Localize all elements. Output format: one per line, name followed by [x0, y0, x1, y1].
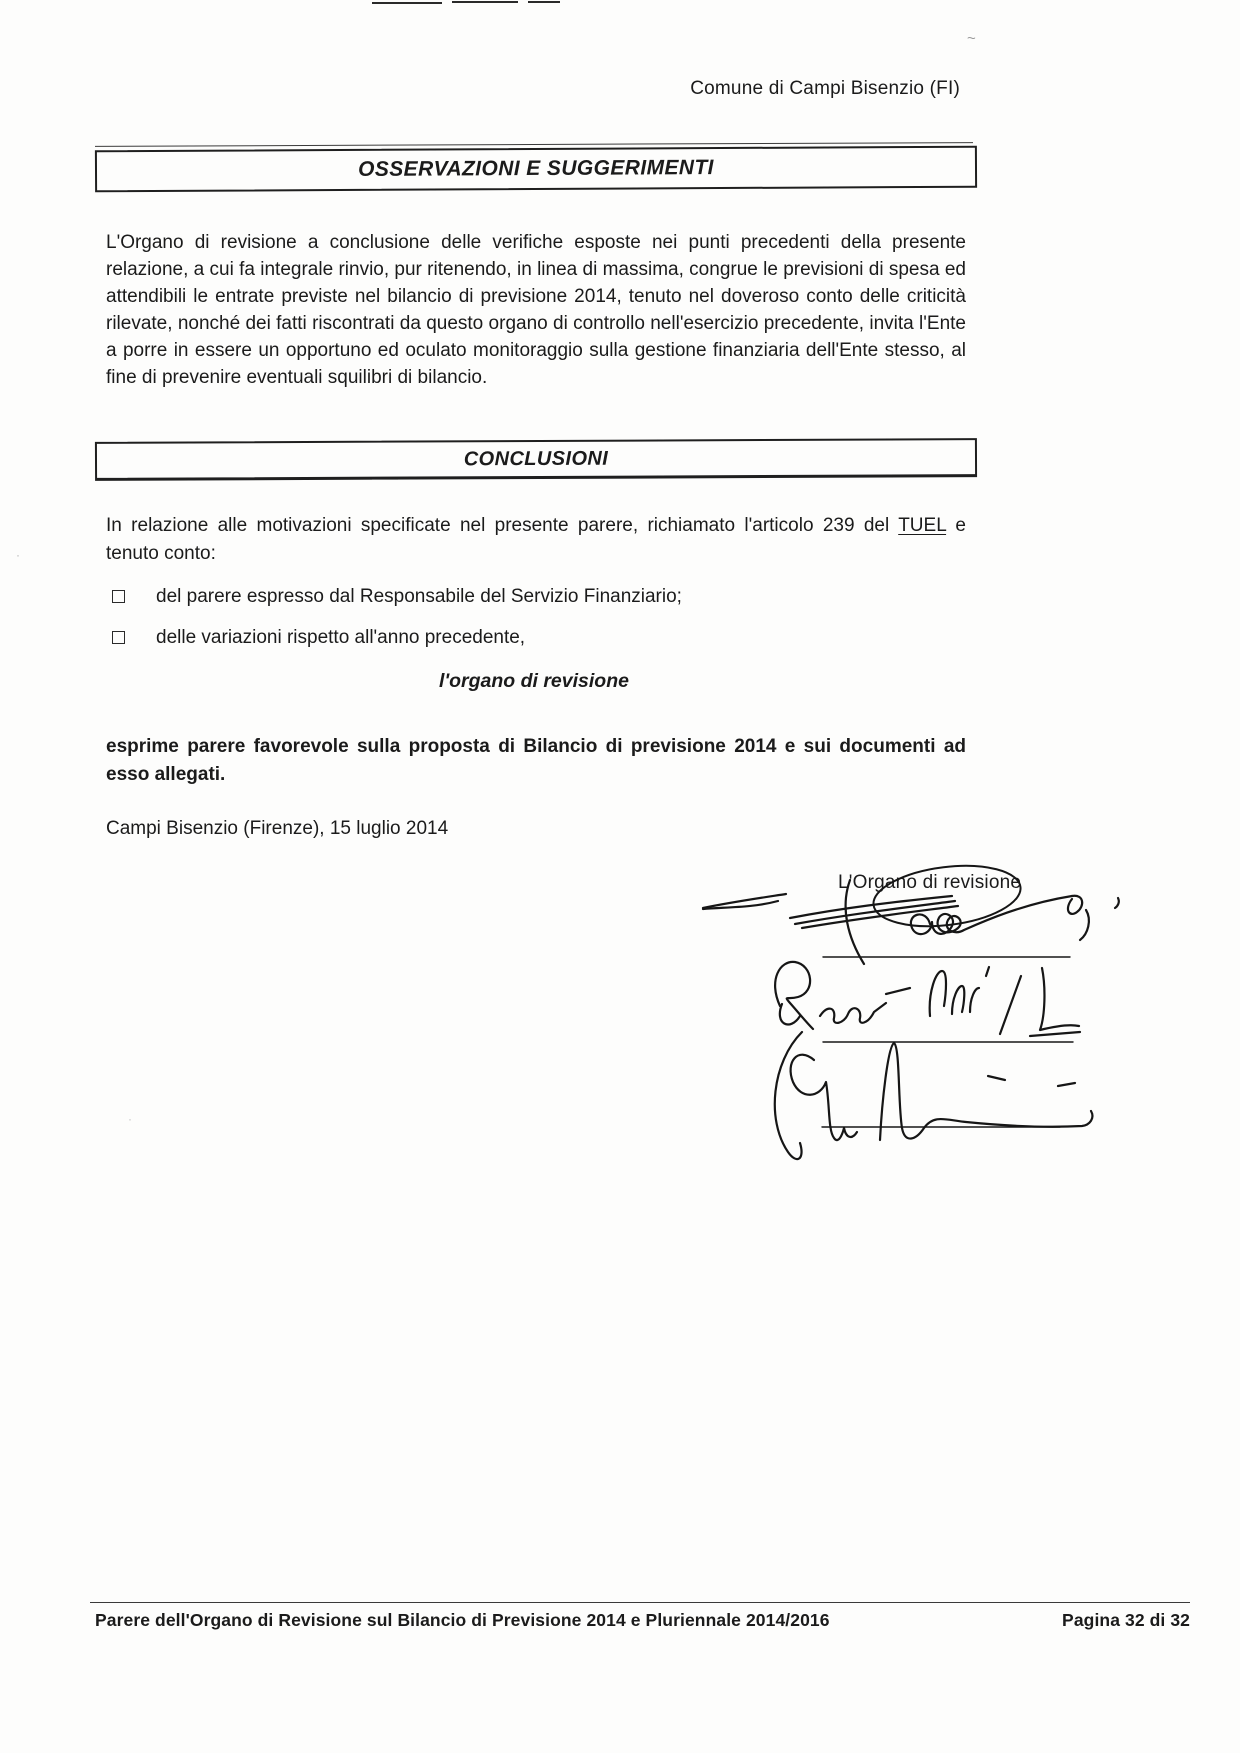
scan-artifact: ~ — [967, 30, 976, 47]
footer-title: Parere dell'Organo di Revisione sul Bilancio di Previsione 2014 e Pluriennale 2014/2016 — [95, 1610, 830, 1630]
square-bullet-icon — [112, 590, 125, 603]
scan-artifact — [372, 2, 442, 4]
section-title: CONCLUSIONI — [463, 447, 609, 470]
scan-artifact: · — [16, 548, 20, 562]
osservazioni-paragraph: L'Organo di revisione a conclusione delle verifiche esposte nei punti precedenti della presente relazione, a cui fa integrale rinvio, pur ritenendo, in linea di massima, congrue le previsioni di spesa ed attendibili le entrate previste nel bilancio di previsione 2014, tenuto nel doveroso conto delle criticità rilevate, nonché dei fatti riscontrati da questo organo di controllo nell'esercizio precedente, invita l'Ente a porre in essere un opportuno ed oculato monitoraggio sulla gestione finanziaria dell'Ente stesso, al fine di prevenire eventuali squilibri di bilancio. — [106, 232, 966, 388]
list-item — [112, 585, 966, 609]
organo-heading: l'organo di revisione — [439, 670, 629, 692]
list-item — [112, 626, 966, 650]
verdict-paragraph: esprime parere favorevole sulla proposta di Bilancio di previsione 2014 e sui documenti ad esso allegati. — [106, 736, 966, 785]
signature-ink-scribbles — [690, 856, 1140, 1186]
bullet-text: del parere espresso dal Responsabile del Servizio Finanziario; — [156, 586, 682, 607]
scan-artifact — [528, 1, 560, 3]
dateline: Campi Bisenzio (Firenze), 15 luglio 2014 — [106, 818, 449, 839]
intro-text-after: e tenuto conto: — [106, 515, 966, 564]
section-title-box-conclusioni — [95, 438, 977, 481]
bullet-text: delle variazioni rispetto all'anno precedente, — [156, 627, 526, 648]
signature-label: L'Organo di revisione — [838, 872, 1022, 893]
page-number: Pagina 32 di 32 — [1062, 1610, 1190, 1630]
scan-artifact — [452, 1, 518, 3]
tuel-reference: TUEL — [898, 515, 947, 536]
intro-text-before: In relazione alle motivazioni specificate nel presente parere, richiamato l'articolo 239 del — [106, 515, 899, 536]
square-bullet-icon — [112, 631, 125, 644]
section-title: OSSERVAZIONI E SUGGERIMENTI — [358, 156, 714, 181]
footer-divider — [90, 1602, 1190, 1603]
page-footer — [95, 1610, 1190, 1631]
document-header: Comune di Campi Bisenzio (FI) — [690, 78, 960, 99]
scan-artifact: · — [128, 1112, 132, 1126]
scan-artifact — [372, 479, 398, 480]
conclusioni-intro-paragraph — [106, 512, 966, 568]
section-title-box-osservazioni — [95, 146, 977, 193]
